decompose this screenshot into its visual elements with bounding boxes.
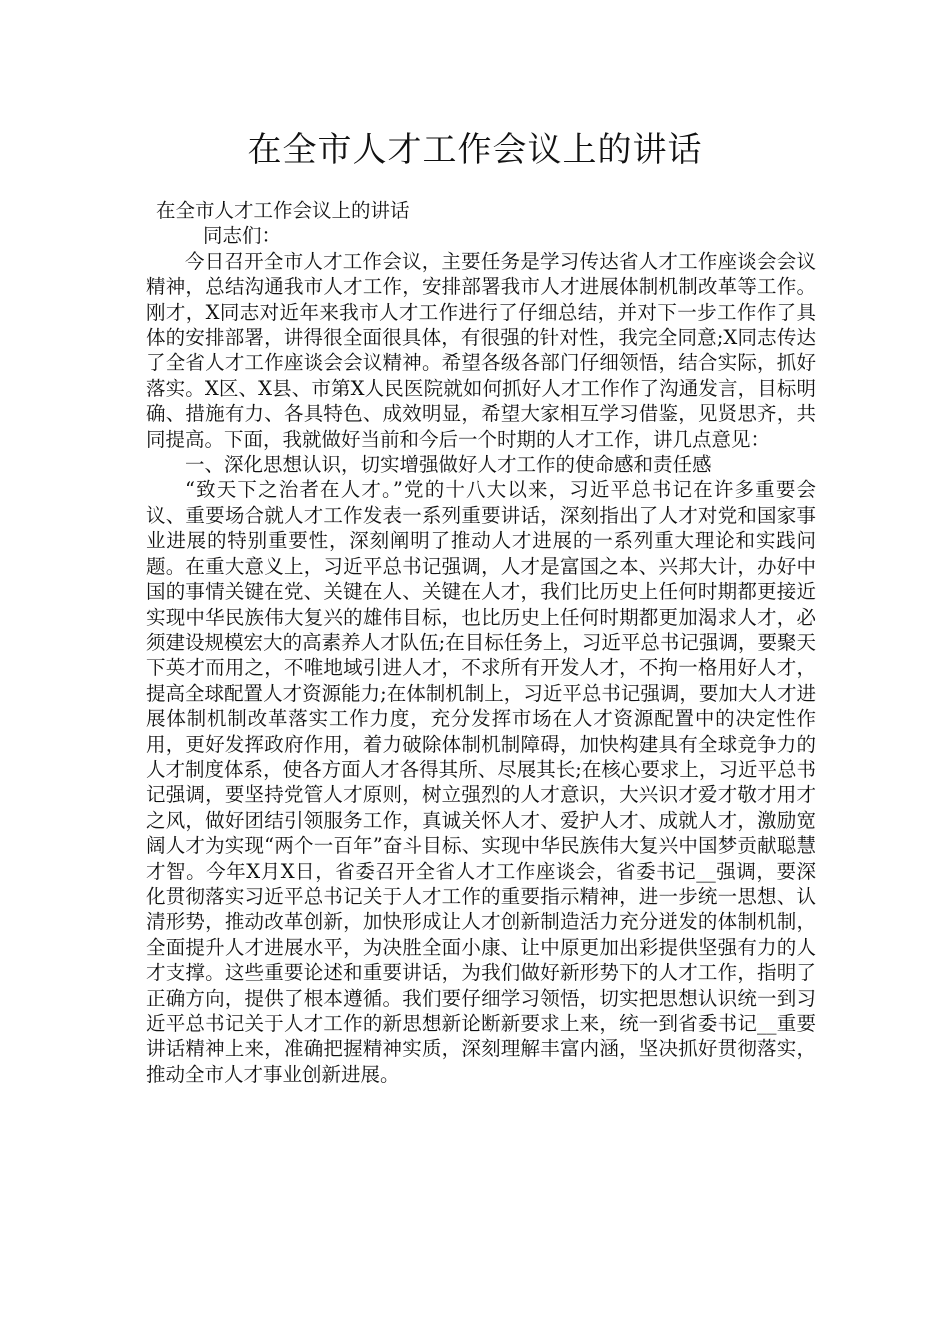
document-title: 在全市人才工作会议上的讲话 — [247, 130, 703, 170]
paragraph-intro: 今日召开全市人才工作会议，主要任务是学习传达省人才工作座谈会会议精神，总结沟通我市人才工作，安排部署我市人才进展体制机制改革等工作。刚才，X同志对近年来我市人才工作进行了仔细总结，并对下一步工作作了具体的安排部署，讲得很全面很具体，有很强的针对性，我完全同意;X同志传达了全省人才工作座谈会会议精神。希望各级各部门仔细领悟，结合实际，抓好落实。X区、X县、市第X人民医院就如何抓好人才工作作了沟通发言，目标明确、措施有力、各具特色、成效明显，希望大家相互学习借鉴，见贤思齐，共同提高。下面，我就做好当前和今后一个时期的人才工作，讲几点意见： — [146, 249, 816, 451]
section-heading-1: 一、深化思想认识，切实增强做好人才工作的使命感和责任感 — [185, 453, 712, 477]
document-subtitle: 在全市人才工作会议上的讲话 — [156, 199, 410, 222]
document-body — [146, 198, 816, 1087]
salutation: 同志们： — [203, 224, 282, 248]
paragraph-section-1: “致天下之治者在人才。”党的十八大以来，习近平总书记在许多重要会议、重要场合就人才工作发表一系列重要讲话，深刻指出了人才对党和国家事业进展的特别重要性，深刻阐明了推动人才进展的一系列重大理论和实践问题。在重大意义上，习近平总书记强调，人才是富国之本、兴邦大计，办好中国的事情关键在党、关键在人、关键在人才，我们比历史上任何时期都更接近实现中华民族伟大复兴的雄伟目标，也比历史上任何时期都更加渴求人才，必须建设规模宏大的高素养人才队伍;在目标任务上，习近平总书记强调，要聚天下英才而用之，不唯地域引进人才，不求所有开发人才，不拘一格用好人才，提高全球配置人才资源能力;在体制机制上，习近平总书记强调，要加大人才进展体制机制改革落实工作力度，充分发挥市场在人才资源配置中的决定性作用，更好发挥政府作用，着力破除体制机制障碍，加快构建具有全球竞争力的人才制度体系，使各方面人才各得其所、尽展其长;在核心要求上，习近平总书记强调，要坚持党管人才原则，树立强烈的人才意识，大兴识才爱才敬才用才之风，做好团结引领服务工作，真诚关怀人才、爱护人才、成就人才，激励宽阔人才为实现“两个一百年”奋斗目标、实现中华民族伟大复兴中国梦贡献聪慧才智。今年X月X日，省委召开全省人才工作座谈会，省委书记__强调，要深化贯彻落实习近平总书记关于人才工作的重要指示精神，进一步统一思想、认清形势，推动改革创新，加快形成让人才创新制造活力充分迸发的体制机制，全面提升人才进展水平，为决胜全面小康、让中原更加出彩提供坚强有力的人才支撑。这些重要论述和重要讲话，为我们做好新形势下的人才工作，指明了正确方向，提供了根本遵循。我们要仔细学习领悟，切实把思想认识统一到习近平总书记关于人才工作的新思想新论断新要求上来，统一到省委书记__重要讲话精神上来，准确把握精神实质，深刻理解丰富内涵，坚决抓好贯彻落实，推动全市人才事业创新进展。 — [146, 478, 816, 1086]
